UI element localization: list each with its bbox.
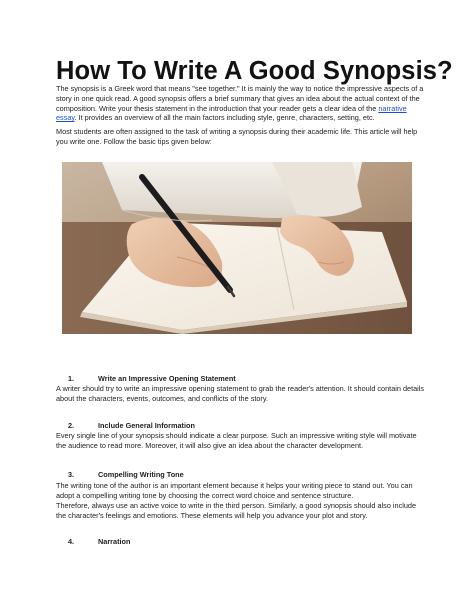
section-1-title: Write an Impressive Opening Statement	[98, 374, 236, 383]
section-2-paragraph: Every single line of your synopsis should indicate a clear purpose. Such an impressive writing style will motivate the audience to read more. Moreover, it will also give an idea about the character development.	[56, 431, 417, 450]
page-title: How To Write A Good Synopsis?	[56, 57, 453, 85]
section-3-paragraph-1: The writing tone of the author is an important element because it helps your writing piece to stand out. You can adopt a compelling writing tone by choosing the correct word choice and sentence structure.	[56, 481, 413, 500]
section-2-title: Include General Information	[98, 421, 195, 430]
section-3-title: Compelling Writing Tone	[98, 470, 184, 479]
writing-hand-photo	[62, 162, 412, 334]
section-2-number: 2.	[68, 421, 75, 430]
section-4-number: 4.	[68, 537, 75, 546]
section-3-number: 3.	[68, 470, 75, 479]
narrative-essay-link[interactable]: narrative essay	[56, 103, 407, 123]
intro-paragraph-2: Most students are often assigned to the task of writing a synopsis during their academic life. This article will help you write one. Follow the basic tips given below:	[56, 127, 418, 146]
section-4-title: Narration	[98, 537, 131, 546]
intro-text-after-link: . It provides an overview of all the main factors including style, genre, characters, setting, etc.	[74, 113, 375, 123]
section-1-number: 1.	[68, 374, 75, 383]
intro-text-before-link: The synopsis is a Greek word that means "see together." It is mainly the way to notice the impressive aspects of a story in one quick read. A good synopsis offers a brief summary that gives an idea about the actual context of the composition. Write your thesis statement in the introduction that your reader gets a clear idea of the	[56, 84, 424, 113]
section-1-paragraph: A writer should try to write an impressive opening statement to grab the reader's attention. It should contain details about the characters, events, outcomes, and conflicts of the story.	[56, 384, 425, 403]
intro-paragraph-1	[56, 84, 426, 123]
writing-hand-illustration	[62, 162, 412, 334]
section-3-paragraph-2: Therefore, always use an active voice to write in the third person. Similarly, a good synopsis should also include the character's feelings and emotions. These elements will help you advance your plot and story.	[56, 501, 417, 520]
